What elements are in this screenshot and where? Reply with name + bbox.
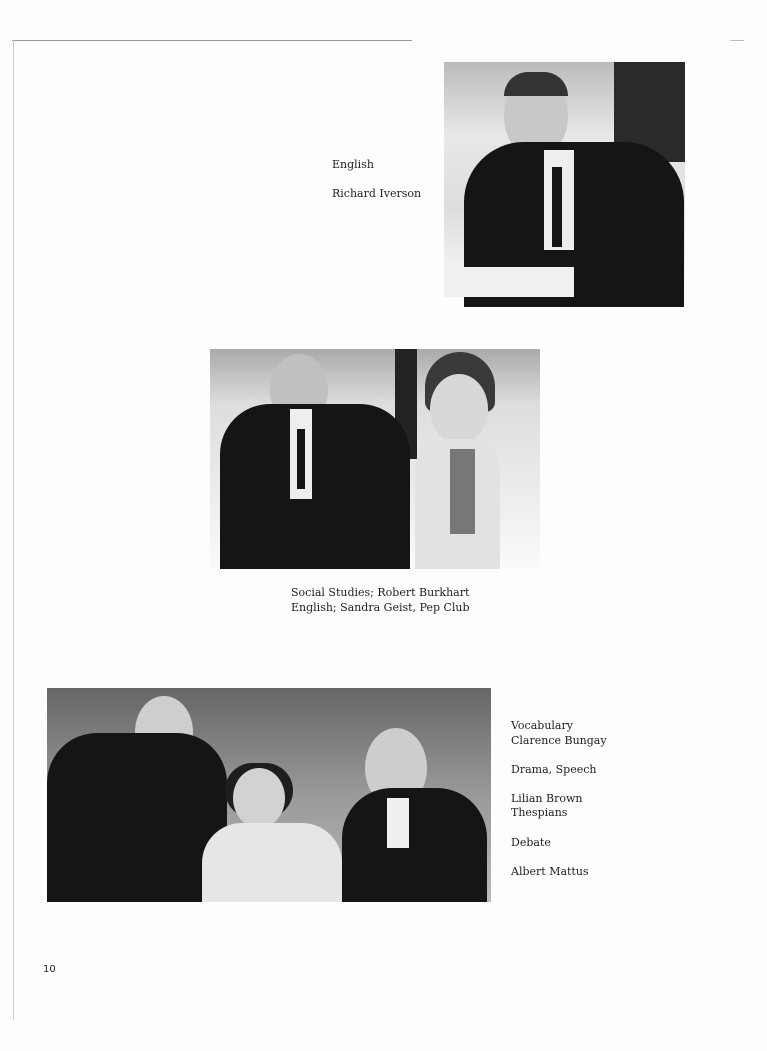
staff-line: Clarence Bungay: [511, 734, 607, 747]
left-margin-line: [13, 40, 14, 1020]
photo-richard-iverson: [444, 62, 685, 307]
subject-label: English: [332, 158, 374, 171]
staff-line: Debate: [511, 836, 551, 849]
photo-bungay-brown-mattus: [47, 688, 491, 902]
photo-burkhart-geist: [210, 349, 540, 569]
top-rule-right: [730, 40, 744, 41]
top-rule: [12, 40, 412, 41]
staff-line: Vocabulary: [511, 719, 573, 732]
staff-line: Thespians: [511, 806, 568, 819]
staff-line: Albert Mattus: [511, 865, 589, 878]
caption-line-1: Social Studies; Robert Burkhart: [291, 586, 470, 599]
teacher-name: Richard Iverson: [332, 187, 422, 200]
staff-line: Drama, Speech: [511, 763, 597, 776]
staff-line: Lilian Brown: [511, 792, 583, 805]
caption-line-2: English; Sandra Geist, Pep Club: [291, 601, 470, 614]
page-number: 10: [43, 964, 56, 975]
